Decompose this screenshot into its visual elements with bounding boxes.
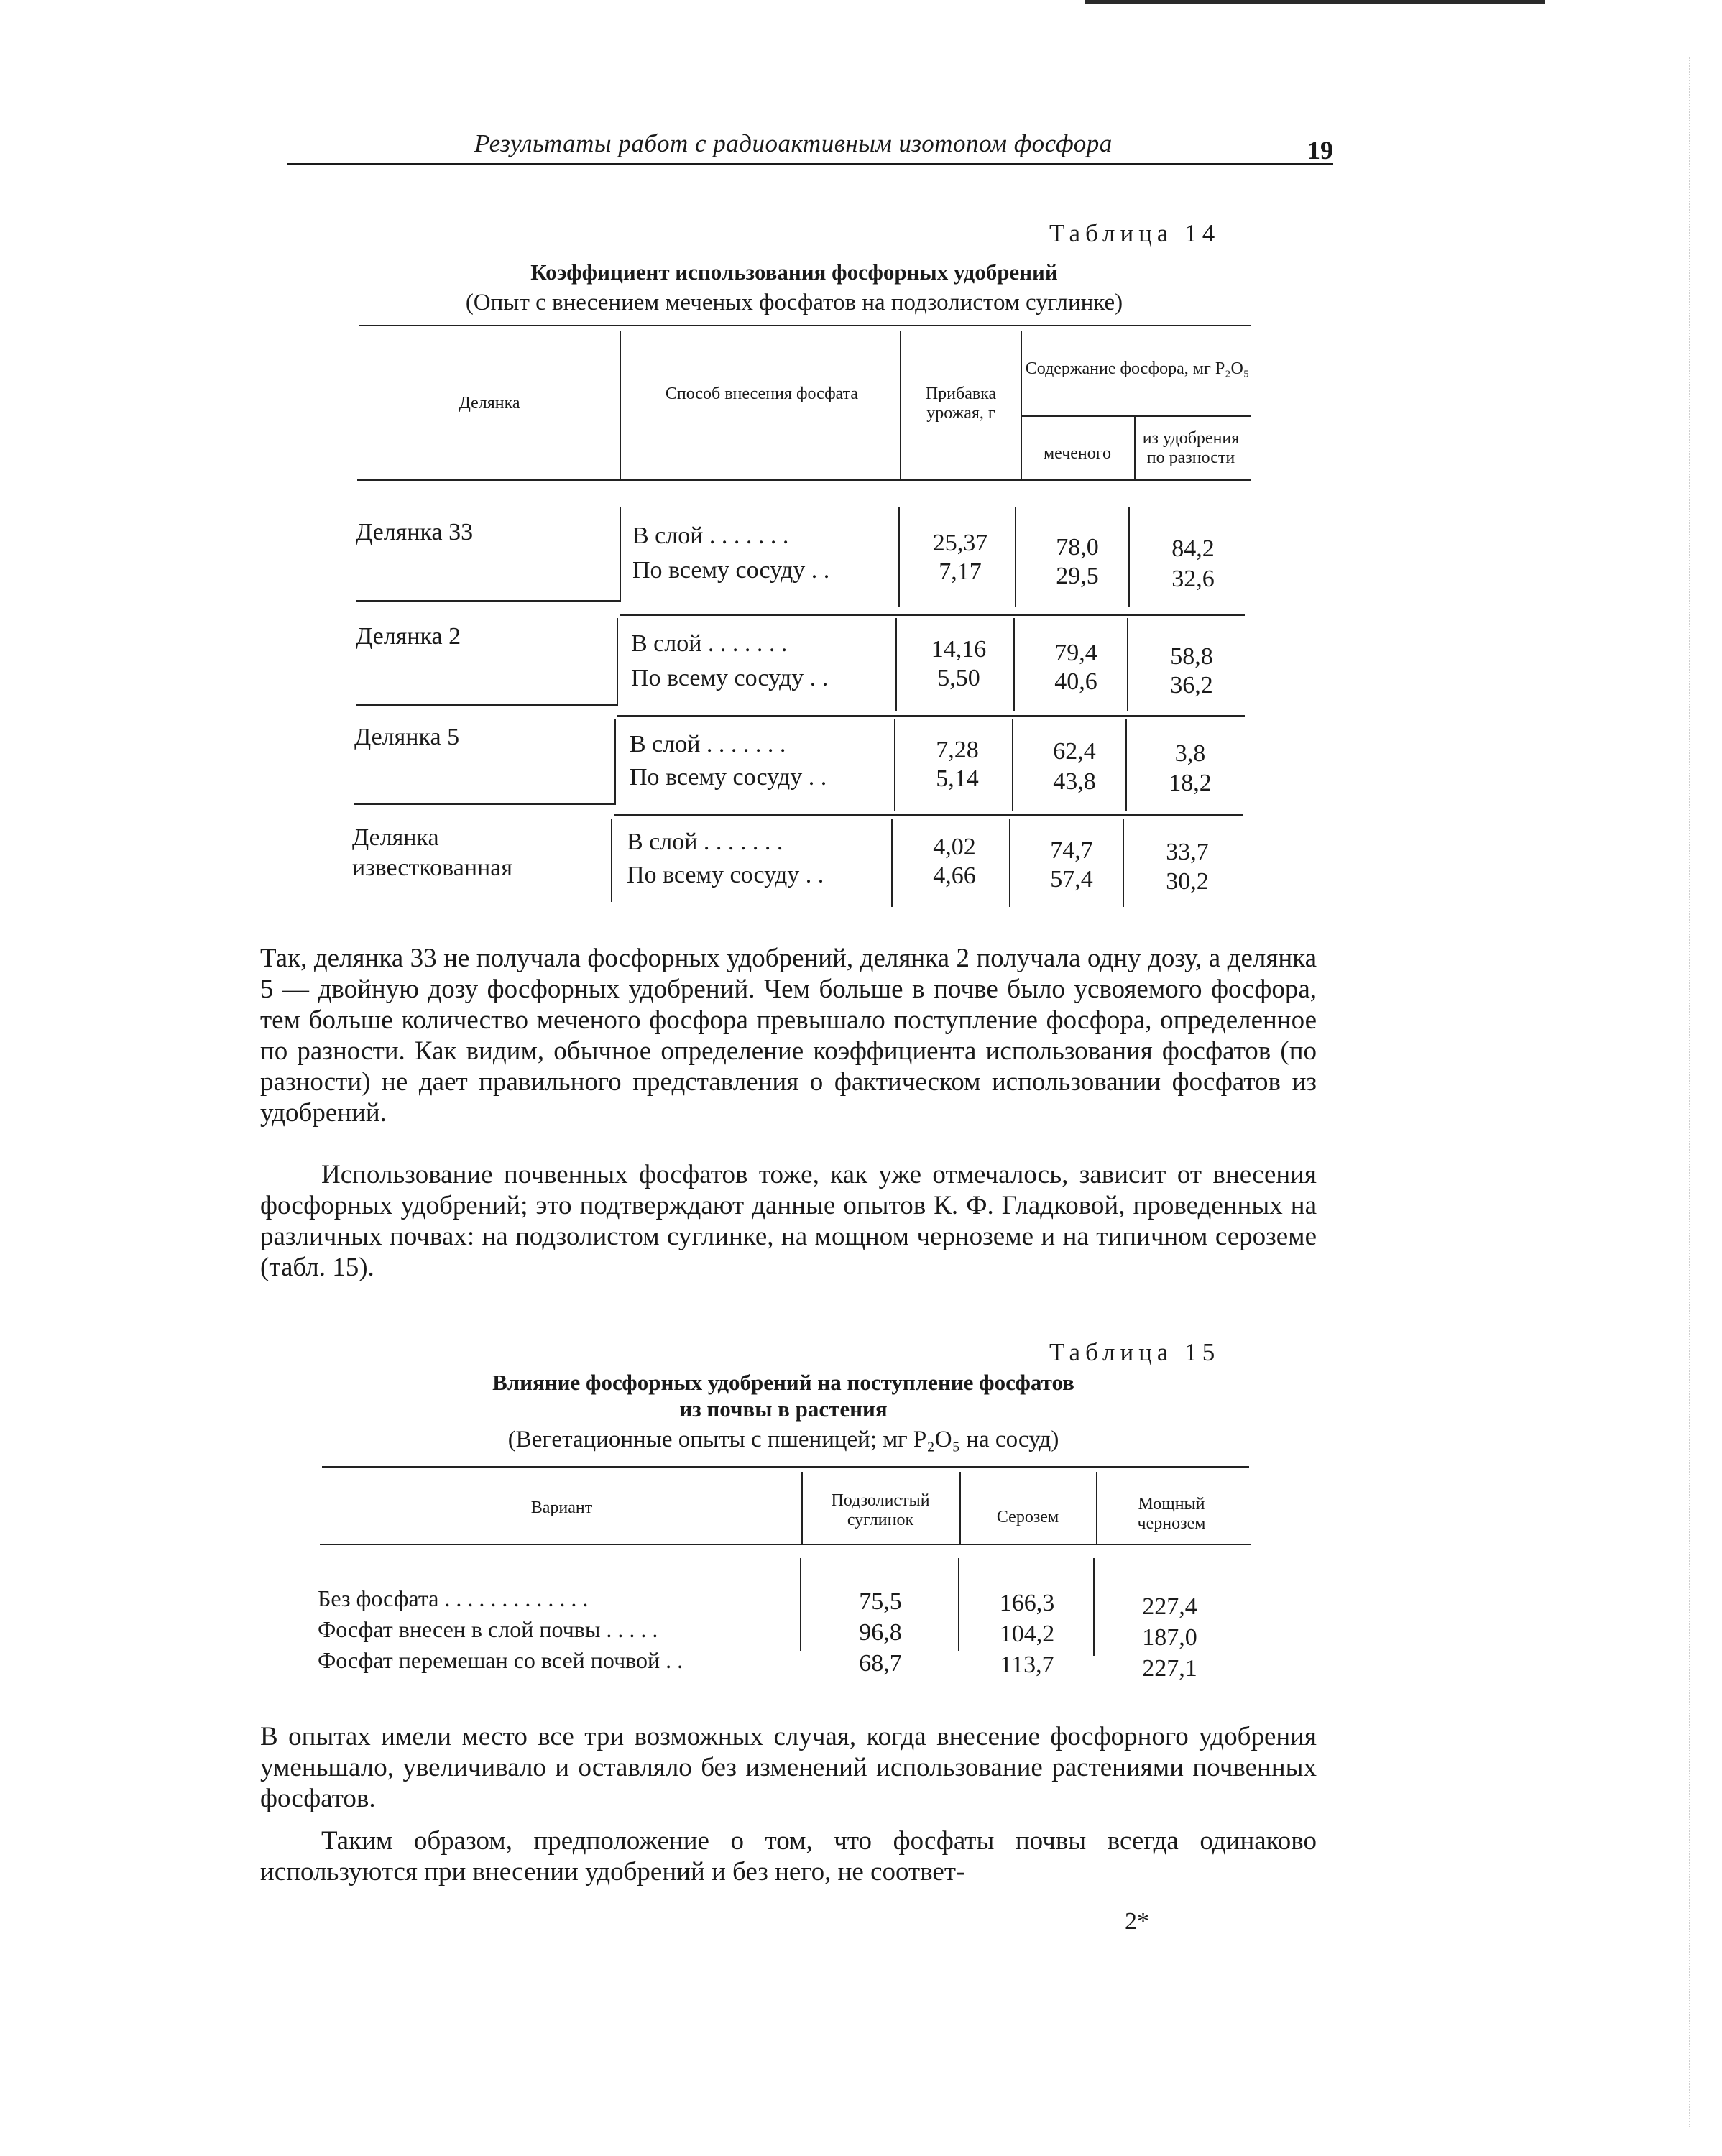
row-method: По всему сосуду . . <box>631 665 829 691</box>
table14-subtitle: (Опыт с внесением меченых фосфатов на подзолистом суглинке) <box>465 290 1123 315</box>
row-variant: Фосфат внесен в слой почвы . . . . . <box>318 1616 658 1642</box>
table14-vrule <box>1127 618 1128 711</box>
header-labeled: меченого <box>1043 444 1112 463</box>
table15-title-line2: из почвы в растения <box>679 1396 888 1422</box>
row-labeled: 79,4 <box>1054 640 1097 666</box>
table14-vrule <box>900 331 901 479</box>
header-rule <box>287 163 1333 165</box>
table14-vrule <box>894 719 895 811</box>
table14-row-rule <box>354 803 614 805</box>
header-podzol: Подзолистый суглинок <box>831 1491 930 1529</box>
table14-vrule <box>617 618 618 706</box>
table15-subtitle: (Вегетационные опыты с пшеницей; мг P₂O₅ на сосуд) <box>507 1427 1059 1452</box>
row-increase: 4,02 <box>933 834 976 860</box>
table14-subheader-rule <box>1021 415 1251 417</box>
row-plot-label: Делянка 5 <box>354 724 460 750</box>
table14-top-rule <box>359 325 1251 326</box>
row-labeled: 78,0 <box>1056 534 1099 561</box>
header-content-group: Содержание фосфора, мг P₂O₅ <box>1025 359 1250 378</box>
row-labeled: 43,8 <box>1053 768 1096 795</box>
row-method: В слой . . . . . . . <box>632 522 789 549</box>
table14-vrule <box>1125 719 1127 811</box>
header-by-difference: из удобрения по разности <box>1142 429 1240 467</box>
row-method: В слой . . . . . . . <box>627 829 783 855</box>
table14-vrule <box>1013 618 1015 711</box>
row-by-difference: 33,7 <box>1166 839 1209 865</box>
header-plot: Делянка <box>459 394 520 413</box>
row-increase: 25,37 <box>932 530 988 556</box>
table14-vrule <box>891 819 893 907</box>
row-by-difference: 30,2 <box>1166 868 1209 895</box>
table14-vrule <box>1012 719 1013 811</box>
row-chernozem: 187,0 <box>1142 1624 1197 1651</box>
row-podzol: 75,5 <box>859 1588 902 1615</box>
row-labeled: 29,5 <box>1056 563 1099 589</box>
table14-vrule <box>1128 507 1130 607</box>
row-increase: 5,14 <box>936 765 979 792</box>
table14-vrule <box>620 331 621 479</box>
row-method: В слой . . . . . . . <box>631 630 788 657</box>
paragraph: Использование почвенных фосфатов тоже, как уже отмечалось, зависит от внесения фосфорных удобрений; это подтверждают данные опытов К. Ф. Гладковой, проведенных на различных почвах: на подзолистом суглинке, на мощном черноземе и на типичном сероземе (табл. 15). <box>260 1160 1317 1282</box>
table14-title: Коэффициент использования фосфорных удобрений <box>530 259 1058 285</box>
row-podzol: 96,8 <box>859 1619 902 1646</box>
table14-vrule <box>1015 507 1016 607</box>
header-chernozem: Мощный чернозем <box>1137 1495 1206 1533</box>
row-labeled: 62,4 <box>1053 738 1096 765</box>
paragraph: В опытах имели место все три возможных случая, когда внесение фосфорного удобрения уменьшало, увеличивало и оставляло без изменений использование растениями почвенных фосфатов. <box>260 1722 1317 1813</box>
signature-mark: 2* <box>1125 1908 1149 1935</box>
paragraph: Так, делянка 33 не получала фосфорных удобрений, делянка 2 получала одну дозу, а делянка 5 — двойную дозу фосфорных удобрений. Чем больше в почве было усвояемого фосфора, тем больше количество меченого фосфора превышало поступление фосфора, определенное по разности. Как видим, обычное определение коэффициента использования фосфатов (по разности) не дает правильного представления о фактическом использовании фосфатов из удобрений. <box>260 944 1317 1128</box>
row-chernozem: 227,4 <box>1142 1593 1197 1620</box>
table15-title-line1: Влияние фосфорных удобрений на поступление фосфатов <box>492 1370 1074 1395</box>
row-serozem: 166,3 <box>999 1590 1055 1616</box>
row-podzol: 68,7 <box>859 1650 902 1677</box>
row-method: По всему сосуду . . <box>627 862 824 888</box>
row-by-difference: 84,2 <box>1171 535 1215 562</box>
row-method: В слой . . . . . . . <box>630 731 786 757</box>
table14-vrule <box>895 618 897 711</box>
row-serozem: 104,2 <box>999 1621 1055 1647</box>
row-increase: 5,50 <box>937 665 980 691</box>
row-variant: Без фосфата . . . . . . . . . . . . . <box>318 1585 589 1611</box>
table14-vrule <box>614 719 616 805</box>
running-title: Результаты работ с радиоактивным изотопом фосфора <box>474 129 1113 157</box>
table14-row-rule <box>620 614 1245 616</box>
table14-row-rule <box>356 704 617 706</box>
table14-vrule <box>611 819 612 902</box>
table14-vrule <box>620 507 621 602</box>
row-plot-label: Делянка известкованная <box>352 824 512 881</box>
header-increase: Прибавка урожая, г <box>925 384 997 423</box>
row-increase: 4,66 <box>933 862 976 889</box>
row-serozem: 113,7 <box>1000 1651 1054 1678</box>
page-number: 19 <box>1307 136 1333 165</box>
scan-top-edge <box>1085 0 1545 4</box>
running-header <box>287 129 1333 180</box>
row-plot-label: Делянка 2 <box>356 623 461 650</box>
row-by-difference: 3,8 <box>1174 740 1206 767</box>
row-method: По всему сосуду . . <box>632 557 830 584</box>
table14-row-rule <box>614 814 1243 816</box>
row-by-difference: 36,2 <box>1170 672 1213 699</box>
paragraph: Таким образом, предположение о том, что фосфаты почвы всегда одинаково используются при внесении удобрений и без него, не соответ- <box>260 1826 1317 1886</box>
header-method: Способ внесения фосфата <box>665 384 859 403</box>
row-increase: 7,17 <box>939 558 982 585</box>
table15-top-rule <box>322 1466 1249 1468</box>
header-serozem: Серозем <box>996 1508 1059 1526</box>
table14-vrule <box>898 507 900 607</box>
table14-row-rule <box>356 600 620 602</box>
row-plot-label: Делянка 33 <box>356 519 474 545</box>
table15-vrule <box>1096 1472 1097 1544</box>
row-variant: Фосфат перемешан со всей почвой . . <box>318 1647 683 1673</box>
row-by-difference: 32,6 <box>1171 566 1215 592</box>
table14-vrule <box>1009 819 1010 907</box>
row-increase: 7,28 <box>936 737 979 763</box>
row-chernozem: 227,1 <box>1142 1655 1197 1682</box>
table15-vrule <box>801 1472 803 1544</box>
scan-right-edge <box>1689 57 1690 2127</box>
table14-header-bottom-rule <box>357 479 1251 481</box>
header-variant: Вариант <box>530 1498 593 1517</box>
row-increase: 14,16 <box>931 636 987 663</box>
row-method: По всему сосуду . . <box>630 764 827 791</box>
table14-vrule <box>1134 415 1136 479</box>
table15-header-bottom-rule <box>320 1544 1251 1545</box>
table14-caption: Таблица 14 <box>1049 219 1220 247</box>
row-labeled: 57,4 <box>1050 866 1093 893</box>
row-by-difference: 58,8 <box>1170 643 1213 670</box>
row-labeled: 40,6 <box>1054 668 1097 695</box>
table15-caption: Таблица 15 <box>1049 1338 1220 1366</box>
table14-vrule <box>1123 819 1124 907</box>
row-by-difference: 18,2 <box>1169 770 1212 796</box>
table14-row-rule <box>617 715 1245 717</box>
row-labeled: 74,7 <box>1050 837 1093 864</box>
